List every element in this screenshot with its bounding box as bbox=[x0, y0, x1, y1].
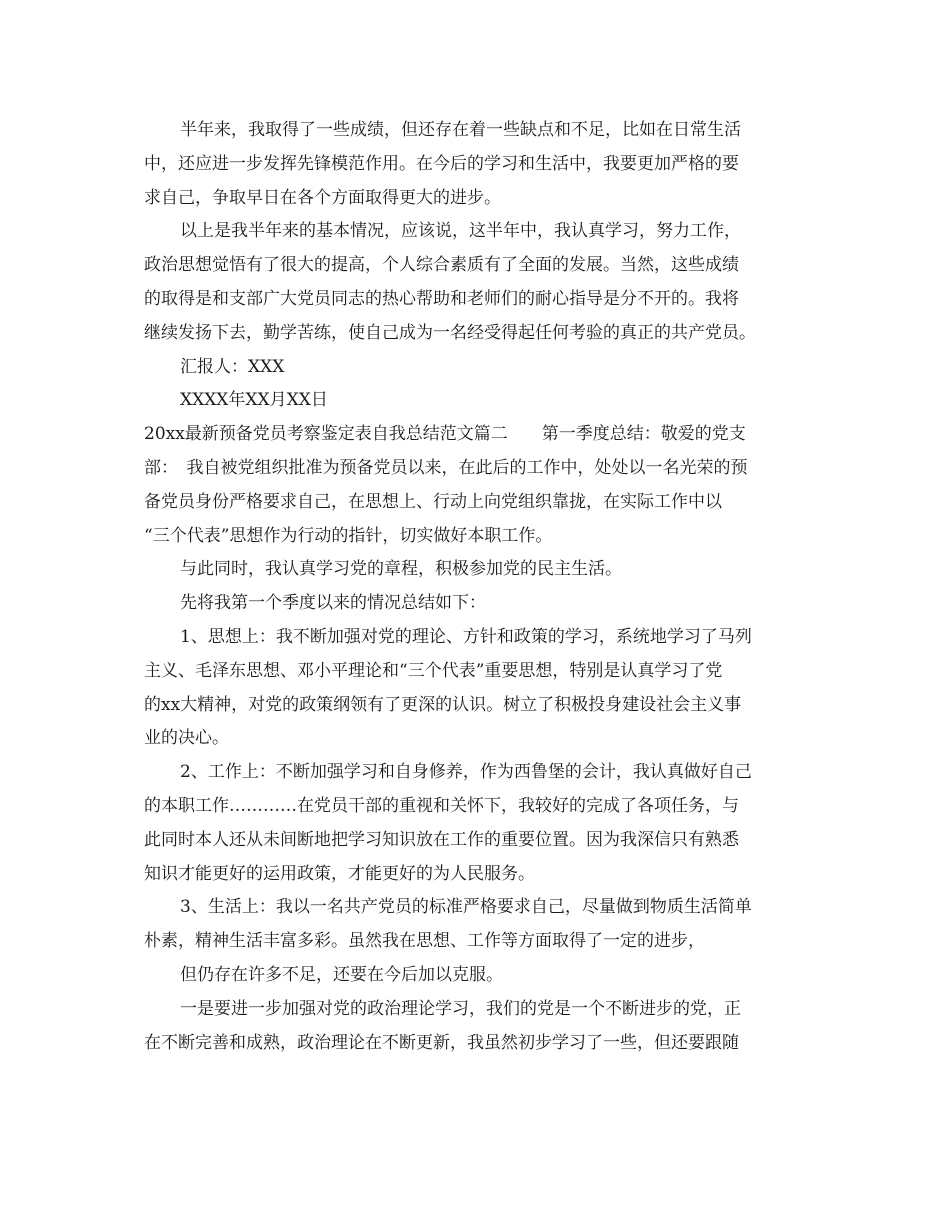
text-line: 一是要进一步加强对党的政治理论学习，我们的党是一个不断进步的党，正 bbox=[180, 998, 741, 1019]
text-line: 与此同时，我认真学习党的章程，积极参加党的民主生活。 bbox=[180, 559, 622, 580]
text-line: 此同时本人还从未间断地把学习知识放在工作的重要位置。因为我深信只有熟悉 bbox=[144, 829, 739, 850]
text-line: 中，还应进一步发挥先锋模范作用。在今后的学习和生活中，我要更加严格的要 bbox=[144, 153, 739, 174]
text-line: 汇报人：XXX bbox=[180, 356, 285, 377]
text-line: 1、思想上：我不断加强对党的理论、方针和政策的学习，系统地学习了马列 bbox=[180, 626, 752, 647]
text-line: 半年来，我取得了一些成绩，但还存在着一些缺点和不足，比如在日常生活 bbox=[180, 120, 741, 140]
text-line: 先将我第一个季度以来的情况总结如下： bbox=[180, 593, 486, 614]
text-line: “三个代表”思想作为行动的指针，切实做好本职工作。 bbox=[144, 525, 553, 546]
text-line: 知识才能更好的运用政策，才能更好的为人民服务。 bbox=[144, 863, 535, 884]
text-line: 但仍存在许多不足，还要在今后加以克服。 bbox=[180, 964, 503, 985]
text-line: 继续发扬下去，勤学苦练，使自己成为一名经受得起任何考验的真正的共产党员。 bbox=[144, 322, 756, 343]
text-line: 求自己，争取早日在各个方面取得更大的进步。 bbox=[144, 187, 501, 208]
text-line: 朴素，精神生活丰富多彩。虽然我在思想、工作等方面取得了一定的进步， bbox=[144, 931, 705, 952]
text-line: 的取得是和支部广大党员同志的热心帮助和老师们的耐心指导是分不开的。我将 bbox=[144, 288, 739, 309]
text-line: 20xx最新预备党员考察鉴定表自我总结范文篇二 第一季度总结：敬爱的党支 bbox=[144, 424, 746, 445]
text-line: 政治思想觉悟有了很大的提高，个人综合素质有了全面的发展。当然，这些成绩 bbox=[144, 255, 739, 276]
text-line: XXXX年XX月XX日 bbox=[180, 390, 328, 411]
text-line: 2、工作上：不断加强学习和自身修养，作为西鲁堡的会计，我认真做好自己 bbox=[180, 762, 752, 783]
text-line: 在不断完善和成熟，政治理论在不断更新，我虽然初步学习了一些，但还要跟随 bbox=[144, 1032, 739, 1053]
text-line: 以上是我半年来的基本情况，应该说，这半年中，我认真学习，努力工作， bbox=[180, 221, 741, 242]
text-line: 的本职工作…………在党员干部的重视和关怀下，我较好的完成了各项任务，与 bbox=[144, 795, 739, 816]
text-line: 3、生活上：我以一名共产党员的标准严格要求自己，尽量做到物质生活简单 bbox=[180, 897, 752, 918]
text-line: 业的决心。 bbox=[144, 728, 229, 749]
text-line: 主义、毛泽东思想、邓小平理论和“三个代表”重要思想，特别是认真学习了党 bbox=[144, 660, 723, 681]
text-line: 备党员身份严格要求自己，在思想上、行动上向党组织靠拢，在实际工作中以 bbox=[144, 491, 722, 512]
document-body bbox=[144, 114, 809, 1060]
text-line: 的xx大精神，对党的政策纲领有了更深的认识。树立了积极投身建设社会主义事 bbox=[144, 694, 742, 715]
text-line: 部： 我自被党组织批准为预备党员以来，在此后的工作中，处处以一名光荣的预 bbox=[144, 457, 748, 478]
